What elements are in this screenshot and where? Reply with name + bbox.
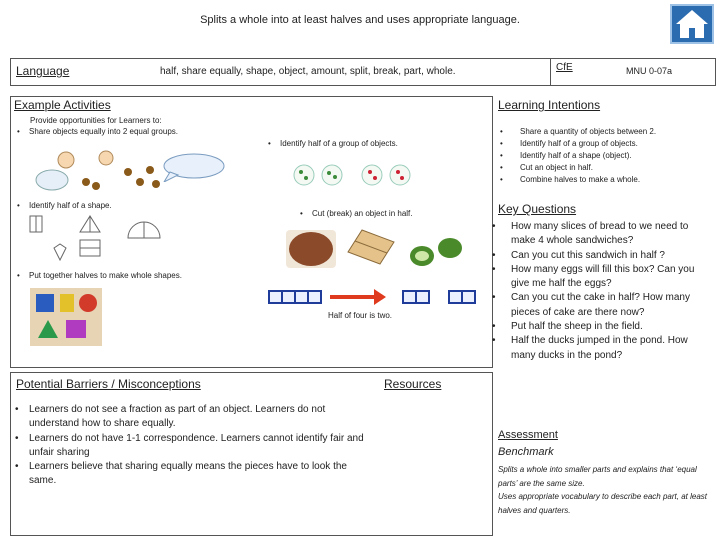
benchmark-line: Splits a whole into smaller parts and explains that ‘equal parts’ are the same size.	[498, 465, 697, 488]
language-words: half, share equally, shape, object, amount, split, break, part, whole.	[160, 66, 456, 77]
barrier-item: • Learners do not have 1-1 correspondence. Learners cannot identify fair and unfair sharing	[15, 432, 365, 461]
key-question-item: • Put half the sheep in the field.	[492, 320, 704, 334]
activities-intro: Provide opportunities for Learners to:	[30, 116, 162, 125]
activity-whole	[17, 270, 182, 282]
home-icon[interactable]	[670, 4, 714, 44]
key-question-item: • Half the ducks jumped in the pond. How many ducks in the pond?	[492, 334, 704, 363]
barriers-list	[15, 403, 365, 489]
cube-pair-right	[448, 290, 476, 304]
barrier-item: • Learners do not see a fraction as part of an object. Learners do not understand how to share equally.	[15, 403, 365, 432]
activity-group	[268, 138, 398, 150]
benchmark-line: Uses appropriate vocabulary to describe each part, at least halves and quarters.	[498, 492, 708, 515]
half-of-four-caption: Half of four is two.	[328, 311, 393, 320]
key-question-item: • How many eggs will fill this box? Can you give me half the eggs?	[492, 263, 704, 292]
puzzle-illustration	[30, 288, 102, 346]
activity-item: • Identify half of a group of objects.	[268, 138, 398, 150]
language-label: Language	[16, 64, 70, 78]
activity-item: • Share objects equally into 2 equal groups.	[17, 126, 178, 138]
cut-objects-illustration	[286, 226, 476, 272]
barriers-heading: Potential Barriers / Misconceptions	[16, 377, 201, 391]
resources-heading: Resources	[384, 377, 442, 391]
activity-item: • Put together halves to make whole shapes.	[17, 270, 182, 282]
assessment-heading: Assessment	[498, 429, 558, 441]
key-questions-heading: Key Questions	[498, 202, 577, 216]
learning-intention-item: • Combine halves to make a whole.	[500, 174, 710, 186]
learning-intention-item: • Identify half of a shape (object).	[500, 150, 710, 162]
barrier-item: • Learners believe that sharing equally means the pieces have to look the same.	[15, 460, 365, 489]
language-divider	[550, 58, 551, 86]
benchmark-text	[498, 463, 708, 517]
cube-divider	[307, 292, 309, 302]
group-plates-illustration	[292, 160, 416, 190]
key-question-item: • How many slices of bread to we need to make 4 whole sandwiches?	[492, 220, 704, 249]
cube-train-four	[268, 290, 322, 304]
activity-item: • Cut (break) an object in half.	[300, 208, 413, 220]
learning-intentions-heading: Learning Intentions	[498, 98, 601, 112]
speech-bubble	[162, 152, 226, 182]
key-questions-list	[492, 220, 704, 363]
key-question-item: • Can you cut the cake in half? How many pieces of cake are there now?	[492, 291, 704, 320]
activity-shape	[17, 200, 112, 212]
page-title: Splits a whole into at least halves and uses appropriate language.	[200, 14, 520, 26]
cfe-code: MNU 0-07a	[626, 66, 673, 76]
shapes-illustration	[28, 214, 198, 264]
cfe-label: CfE	[556, 62, 573, 73]
learning-intentions-list	[500, 126, 710, 186]
example-activities-heading: Example Activities	[14, 98, 111, 112]
cube-divider	[415, 292, 417, 302]
activity-item: • Identify half of a shape.	[17, 200, 112, 212]
split-arrow-icon	[330, 287, 386, 307]
activity-share	[17, 126, 178, 138]
cube-pair-left	[402, 290, 430, 304]
sharing-illustration	[30, 148, 170, 194]
learning-intention-item: • Identify half of a group of objects.	[500, 138, 710, 150]
cube-divider	[281, 292, 283, 302]
activity-cut	[300, 208, 413, 220]
learning-intention-item: • Cut an object in half.	[500, 162, 710, 174]
cube-divider	[461, 292, 463, 302]
cube-divider	[294, 292, 296, 302]
benchmark-subheading: Benchmark	[498, 446, 554, 458]
key-question-item: • Can you cut this sandwich in half ?	[492, 249, 704, 263]
learning-intention-item: • Share a quantity of objects between 2.	[500, 126, 710, 138]
